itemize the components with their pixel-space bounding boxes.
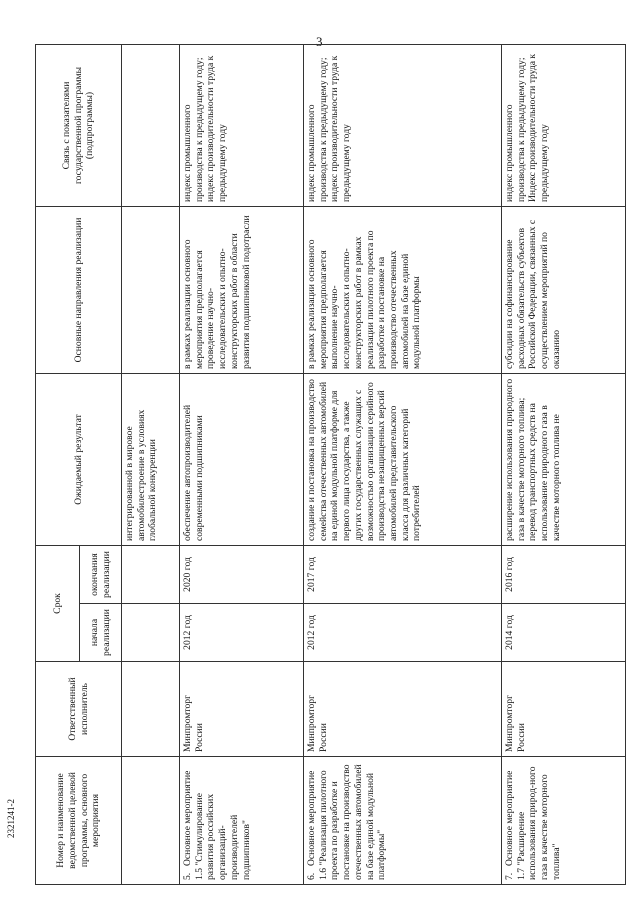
rotated-table-sheet xyxy=(35,45,625,885)
document-code: 2321241-2 xyxy=(6,799,16,838)
cell-start: 2012 год xyxy=(180,604,304,662)
row-number: 5. xyxy=(182,872,193,880)
cell-indicators: индекс промышленного производства к предыдущему году; индекс производительности труда к предыдущему году xyxy=(304,45,502,207)
table-row xyxy=(502,45,626,885)
cell-name: 5.Основное мероприятие 1.5 "Стимулирование развития российских организаций-производителей подшипников" xyxy=(180,757,304,885)
cell-executor: Минпромторг России xyxy=(180,662,304,757)
table-row xyxy=(180,45,304,885)
cell-indicators: индекс промышленного производства к предыдущему году; Индекс производительности труда к предыдущему году xyxy=(502,45,626,207)
cell-executor: Минпромторг России xyxy=(502,662,626,757)
cell-result: интегрированной в мировое автомобилестроение в условиях глобальной конкуренции xyxy=(122,374,180,546)
cell-directions: в рамках реализации основного мероприятия предполагается проведение научно-исследовательских и опытно-конструкторских работ в области развития подшипниковой подотрасли xyxy=(180,207,304,374)
header-term-start: начала реализации xyxy=(80,604,122,662)
cell-end: 2020 год xyxy=(180,546,304,604)
header-term-end: окончания реализации xyxy=(80,546,122,604)
row-number: 6. xyxy=(306,872,317,880)
row-number: 7. xyxy=(504,872,515,880)
header-executor: Ответственный исполнитель xyxy=(36,662,122,757)
cell-directions: в рамках реализации основного мероприятия предполагается выполнение научно-исследовательских и опытно-конструкторских работ в рамках реализации пилотного проекта по разработке и постановке на производство отечественных автомобилей на базе единой модульной платформы xyxy=(304,207,502,374)
cell-directions: субсидии на софинансирование расходных обязательств субъектов Российской Федерации, связанных с осуществлением мероприятий по оказанию xyxy=(502,207,626,374)
header-program-name: Номер и наименование ведомственной целевой программы, основного мероприятия xyxy=(36,757,122,885)
cell-start: 2014 год xyxy=(502,604,626,662)
cell-end: 2017 год xyxy=(304,546,502,604)
page-number: 3 xyxy=(316,34,323,49)
cell-indicators: индекс промышленного производства к предыдущему году; индекс производительности труда к предыдущему году xyxy=(180,45,304,207)
header-expected-result: Ожидаемый результат xyxy=(36,374,122,546)
header-indicators: Связь с показателями государственной программы (подпрограммы) xyxy=(36,45,122,207)
cell-name: 7.Основное мероприятие 1.7 "Расширение использования природ-ного газа в качестве моторного топлива" xyxy=(502,757,626,885)
table-row-continuation xyxy=(122,45,180,885)
cell-name: 6.Основное мероприятие 1.6 "Реализация пилотного проекта по разработке и постановке на производство отечественных автомобилей на базе единой модульной платформы" xyxy=(304,757,502,885)
table-row xyxy=(304,45,502,885)
program-measures-table xyxy=(35,44,626,885)
cell-executor: Минпромторг России xyxy=(304,662,502,757)
cell-result: создание и постановка на производство семейства отечественных автомобилей на единой модульной платформе для первого лица государства, а также других государственных служащих с возможностью организации серийного производства незащищенных версий автомобилей представительского класса для различных категорий потребителей xyxy=(304,374,502,546)
cell-result: расширение использования природного газа в качестве моторного топлива; перевод транспортных средств на использование природного газа в качестве моторного топлива не xyxy=(502,374,626,546)
cell-start: 2012 год xyxy=(304,604,502,662)
header-directions: Основные направления реализации xyxy=(36,207,122,374)
cell-end: 2016 год xyxy=(502,546,626,604)
header-term: Срок xyxy=(36,546,80,662)
cell-result: обеспечение автопроизводителей современными подшипниками xyxy=(180,374,304,546)
